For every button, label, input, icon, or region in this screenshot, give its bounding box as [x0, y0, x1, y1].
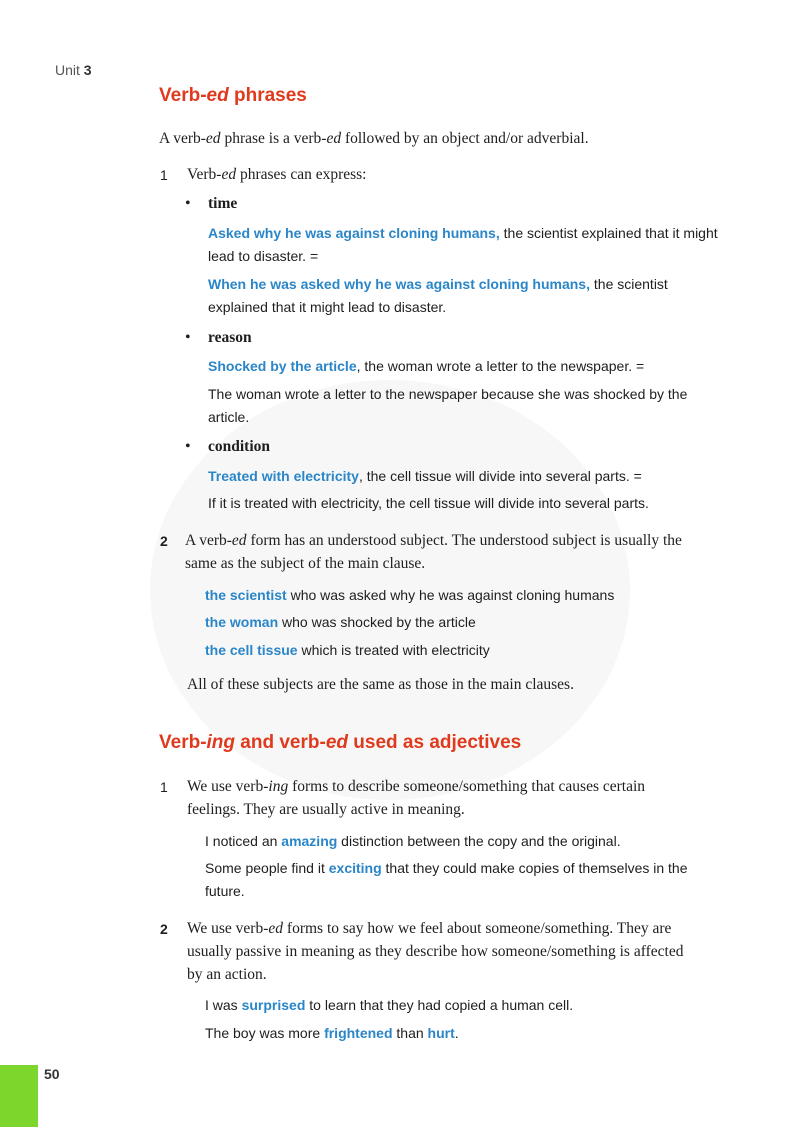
subject-example-1: the scientist who was asked why he was against cloning humans: [205, 587, 615, 603]
subject-example-2: the woman who was shocked by the article: [205, 614, 476, 630]
page-tab: [0, 1065, 38, 1127]
unit-label: [55, 62, 92, 78]
adjective-example-1: I noticed an amazing distinction between the copy and the original.: [205, 833, 621, 849]
adjective-point2: We use verb-ed forms to say how we feel about someone/something. They are usually passive in meaning as they describe how someone/something is affected by an action.: [187, 920, 684, 983]
bullet-label-reason: reason: [208, 329, 252, 346]
point1-text: Verb-ed phrases can express:: [187, 166, 367, 183]
example-condition-2: If it is treated with electricity, the cell tissue will divide into several parts.: [208, 495, 649, 511]
adjective-example-4: The boy was more frightened than hurt.: [205, 1025, 459, 1041]
example-reason-2: The woman wrote a letter to the newspaper because she was shocked by the article.: [208, 386, 688, 425]
point-number: 2: [160, 533, 168, 549]
closing-sentence: All of these subjects are the same as those in the main clauses.: [187, 676, 574, 693]
point2-text: A verb-ed form has an understood subject. The understood subject is usually the same as the subject of the main clause.: [185, 532, 682, 572]
adjective-example-3: I was surprised to learn that they had copied a human cell.: [205, 997, 574, 1013]
example-reason-1: Shocked by the article, the woman wrote a letter to the newspaper. =: [208, 358, 645, 374]
unit-number: 3: [83, 62, 92, 78]
point-number: 2: [160, 921, 168, 937]
bullet-label-condition: condition: [208, 438, 271, 455]
example-time-2: When he was asked why he was against cloning humans, the scientist explained that it might lead to disaster.: [208, 276, 668, 315]
page-number: 50: [44, 1066, 60, 1082]
intro-paragraph: A verb-ed phrase is a verb-ed followed by an object and/or adverbial.: [159, 130, 589, 147]
adjective-point1: We use verb-ing forms to describe someone/something that causes certain feelings. They are usually active in meaning.: [187, 778, 646, 818]
example-condition-1: Treated with electricity, the cell tissue will divide into several parts. =: [208, 468, 642, 484]
point-number: 1: [160, 779, 168, 795]
bullet-icon: •: [185, 438, 191, 455]
adjective-example-2: Some people find it exciting that they could make copies of themselves in the future.: [205, 860, 688, 899]
unit-label-text: Unit: [55, 62, 80, 78]
section-title-verb-ed-phrases: Verb-ed phrases: [159, 85, 307, 106]
bullet-label-time: time: [208, 195, 238, 212]
point-number: 1: [160, 167, 168, 183]
example-time-1: Asked why he was against cloning humans, the scientist explained that it might lead to disaster. =: [208, 225, 718, 264]
section-title-adjectives: Verb-ing and verb-ed used as adjectives: [159, 732, 522, 753]
bullet-icon: •: [185, 329, 191, 346]
bullet-icon: •: [185, 195, 191, 212]
subject-example-3: the cell tissue which is treated with electricity: [205, 642, 490, 658]
